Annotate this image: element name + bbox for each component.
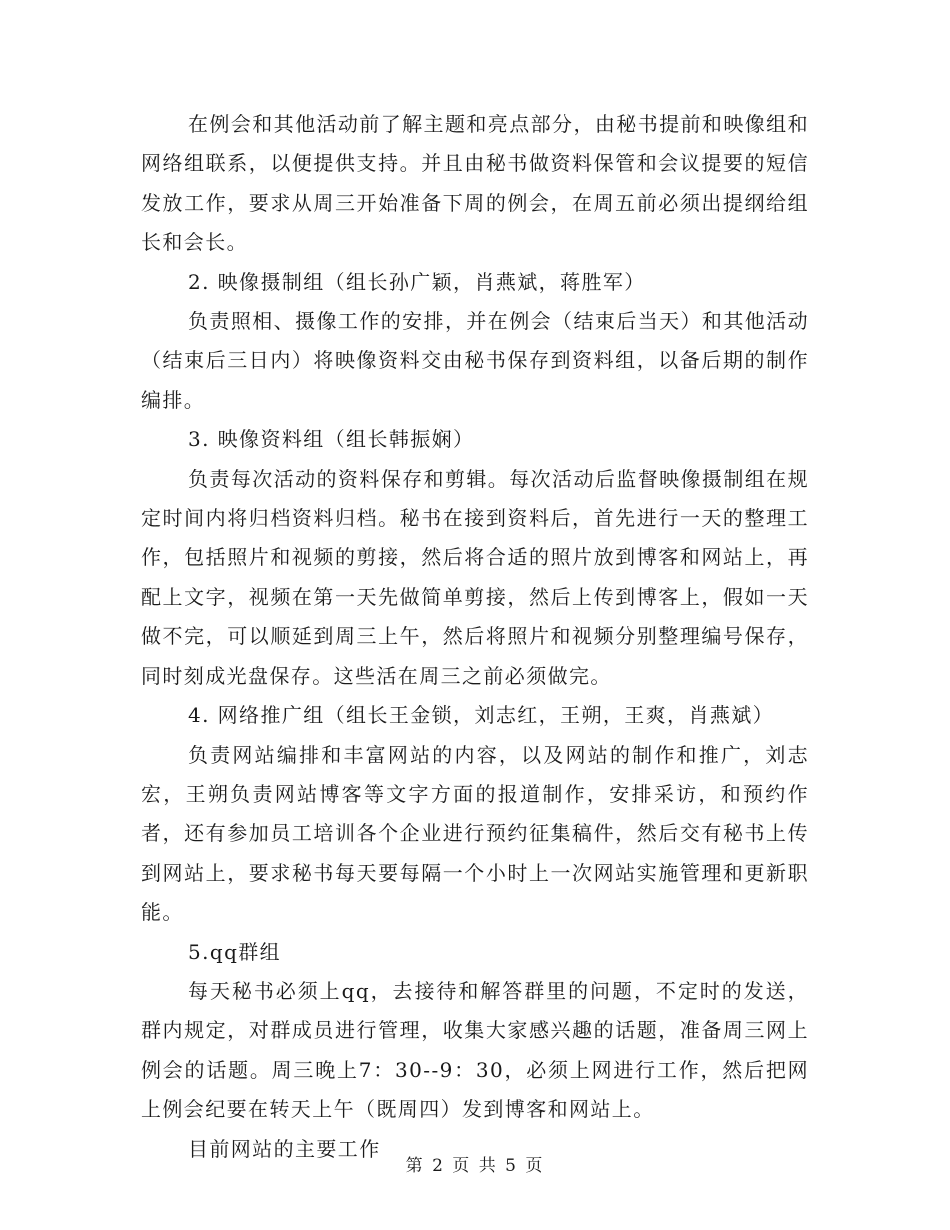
- paragraph-video-production: 负责照相、摄像工作的安排，并在例会（结束后当天）和其他活动（结束后三日内）将映像资料交由秘书保存到资料组，以备后期的制作编排。: [141, 309, 809, 412]
- document-body: [141, 105, 809, 1169]
- section-heading-qq-group: 5.qq群组: [188, 939, 282, 964]
- section-heading-current-work: 目前网站的主要工作: [188, 1136, 381, 1161]
- paragraph-qq-group: 每天秘书必须上qq，去接待和解答群里的问题，不定时的发送，群内规定，对群成员进行管理，收集大家感兴趣的话题，准备周三网上例会的话题。周三晚上7：30--9：30，必须上网进行工作，然后把网上例会纪要在转天上午（既周四）发到博客和网站上。: [141, 978, 809, 1122]
- section-heading-video-archive: 3. 映像资料组（组长韩振娴）: [188, 427, 475, 452]
- paragraph-video-archive: 负责每次活动的资料保存和剪辑。每次活动后监督映像摄制组在规定时间内将归档资料归档。秘书在接到资料后，首先进行一天的整理工作，包括照片和视频的剪接，然后将合适的照片放到博客和网站上，再配上文字，视频在第一天先做简单剪接，然后上传到博客上，假如一天做不完，可以顺延到周三上午，然后将照片和视频分别整理编号保存，同时刻成光盘保存。这些活在周三之前必须做完。: [141, 466, 809, 688]
- section-heading-web-promotion: 4. 网络推广组（组长王金锁，刘志红，王朔，王爽，肖燕斌）: [188, 703, 775, 728]
- paragraph-web-promotion: 负责网站编排和丰富网站的内容，以及网站的制作和推广，刘志宏，王朔负责网站博客等文字方面的报道制作，安排采访，和预约作者，还有参加员工培训各个企业进行预约征集稿件，然后交有秘书上传到网站上，要求秘书每天要每隔一个小时上一次网站实施管理和更新职能。: [141, 742, 809, 925]
- section-heading-video-production: 2. 映像摄制组（组长孙广颖，肖燕斌，蒋胜军）: [188, 269, 646, 294]
- paragraph-intro: 在例会和其他活动前了解主题和亮点部分，由秘书提前和映像组和网络组联系，以便提供支持。并且由秘书做资料保管和会议提要的短信发放工作，要求从周三开始准备下周的例会，在周五前必须出提纲给组长和会长。: [141, 112, 809, 255]
- page-number-footer: 第 2 页 共 5 页: [405, 1156, 545, 1176]
